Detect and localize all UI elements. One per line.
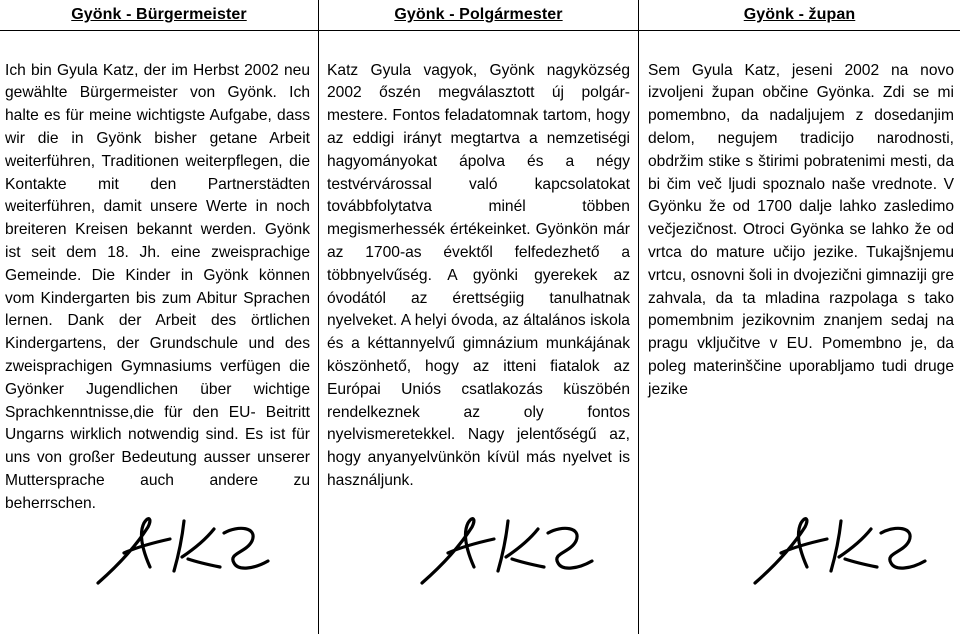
signature-german — [92, 505, 272, 595]
column-hungarian — [319, 0, 639, 634]
heading-slovenian: Gyönk - župan — [743, 6, 856, 23]
body-hungarian: Katz Gyula vagyok, Gyönk nagyközség 2002 őszén megválasztott új polgár-mestere. Fontos feladatomnak tartom, hogy az eddigi irányt megtartva a nemzetiségi hagyományokat ápolva és a négy testvérvárossal való kapcsolatokat továbbfolytatva minél többen megismerhessék értékeinket. Gyönkön már az 1700-as évektől felfedezhető a többnyelvűség. A gyönki gyerekek az óvodától az érettségiig tanulhatnak nyelveket. A helyi óvoda, az általános iskola és a kéttannyelvű gimnázium munkájának köszönhető, hogy az itteni fiatalok az Európai Uniós csatlakozás küszöbén rendelkeznek az oly fontos nyelvismeretekkel. Nagy jelentőségű az, hogy anyanyelvünkön kívül más nyelvet is használjunk. — [327, 61, 630, 489]
heading-german: Gyönk - Bürgermeister — [71, 6, 247, 23]
body-german: Ich bin Gyula Katz, der im Herbst 2002 neu gewählte Bürgermeister von Gyönk. Ich halte es für meine wichtigste Aufgabe, dass wir die in Gyönk bisher getane Arbeit weiterführen, Traditionen weiterpflegen, die Kontakte mit den Partnerstädten weiterführen, damit unsere Werte in noch breiteren Kreisen bekannt werden. Gyönk ist seit dem 18. Jh. eine zweisprachige Gemeinde. Die Kinder in Gyönk können vom Kindergarten bis zum Abitur Sprachen lernen. Dank der Arbeit des örtlichen Kindergartens, der Grundschule und des zweisprachigen Gymnasiums verfügen die Gyönker Jugendlichen über wichtige Sprachkenntnisse,die für den EU- Beitritt Ungarns wirklich notwendig sind. Es ist für uns von großer Bedeutung ausser unserer Muttersprache auch andere zu beherrschen. — [5, 61, 310, 512]
heading-hungarian: Gyönk - Polgármester — [394, 6, 563, 23]
signature-icon — [749, 505, 929, 595]
column-slovenian — [639, 0, 960, 634]
signature-icon — [92, 505, 272, 595]
signature-icon — [416, 505, 596, 595]
signature-slovenian — [749, 505, 929, 595]
body-slovenian: Sem Gyula Katz, jeseni 2002 na novo izvoljeni župan občine Gyönka. Zdi se mi pomembno, da nadaljujem z dosedanjim delom, negujem tradicijo narodnosti, obdržim stike s štirimi pobratenimi mesti, da bi čim več ljudi spoznalo naše vrednote. V Gyönku že od 1700 dalje lahko zasledimo večjezičnost. Otroci Gyönka se lahko že od vrtca do mature učijo jezike. Tukajšnjemu vrtcu, osnovni šoli in dvojezični gimnaziji gre zahvala, da ta mladina razpolaga s tako pomembnim jezikovnim znanjem sedaj na pragu vključitve v EU. Pomembno je, da poleg materinščine uporabljamo tudi druge jezike — [648, 61, 954, 398]
column-german — [0, 0, 319, 634]
signature-hungarian — [416, 505, 596, 595]
